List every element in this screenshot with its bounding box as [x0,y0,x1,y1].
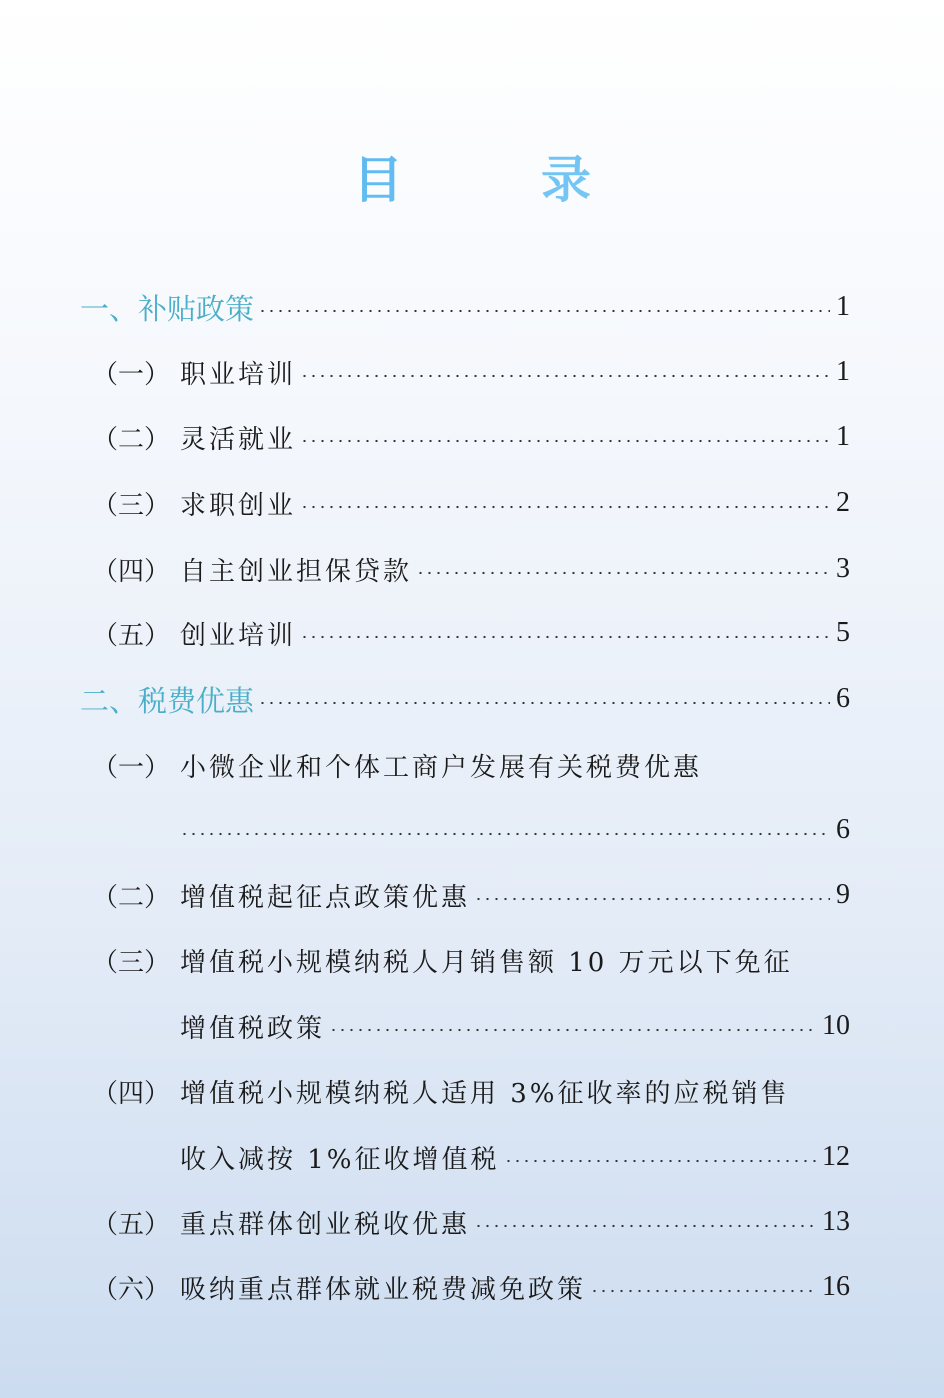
page-title: 目 录 [0,140,944,212]
toc-label: 自主创业担保贷款 [180,556,413,587]
toc-prefix: （五） [92,620,171,651]
toc-prefix: （一） [92,752,171,783]
toc-label: 增值税政策 [180,1013,326,1044]
toc-page: 16 [822,1271,850,1302]
toc-item[interactable] [92,483,850,523]
dot-leader [504,1159,816,1163]
toc-item[interactable] [92,613,850,653]
toc-prefix: （二） [92,424,171,455]
toc-page: 3 [836,553,850,584]
toc-section[interactable] [80,287,850,327]
toc-item[interactable] [92,875,850,915]
toc-label: 求职创业 [180,490,297,521]
toc-label: 重点群体创业税收优惠 [180,1209,471,1240]
toc-page: 1 [836,421,850,452]
toc-page: 2 [836,487,850,518]
dot-leader [300,635,830,639]
toc-item[interactable] [92,745,850,785]
toc-page: 6 [836,814,850,845]
toc-label: 增值税起征点政策优惠 [180,882,471,913]
toc-label: 增值税小规模纳税人月销售额 10 万元以下免征 [180,947,793,978]
toc-label: 收入减按 1%征收增值税 [180,1144,500,1175]
toc-prefix: （二） [92,882,171,913]
toc-prefix: （三） [92,947,171,978]
dot-leader [300,374,830,378]
dot-leader [329,1028,816,1032]
toc-prefix: （五） [92,1209,171,1240]
toc-item-continuation[interactable] [180,1006,850,1046]
toc-label: 创业培训 [180,620,297,651]
toc-label: 一、补贴政策 [80,291,255,326]
toc-item[interactable] [92,352,850,392]
toc-page: 13 [822,1206,850,1237]
toc-page: 6 [836,683,850,714]
dot-leader [258,701,830,705]
toc-prefix: （六） [92,1274,171,1305]
toc-page: 9 [836,879,850,910]
toc-label: 灵活就业 [180,424,297,455]
toc-item-continuation[interactable] [180,1137,850,1177]
toc-label: 二、税费优惠 [80,683,255,718]
dot-leader [416,571,830,575]
toc-item[interactable] [92,549,850,589]
dot-leader [590,1289,816,1293]
toc-page: 12 [822,1141,850,1172]
toc-label: 职业培训 [180,359,297,390]
toc-prefix: （四） [92,1078,171,1109]
toc-label: 吸纳重点群体就业税费减免政策 [180,1274,587,1305]
dot-leader [180,832,830,836]
toc-item-continuation[interactable] [180,810,850,850]
dot-leader [300,439,830,443]
toc-item[interactable] [92,417,850,457]
toc-section[interactable] [80,679,850,719]
toc-page: 1 [836,291,850,322]
dot-leader [300,505,830,509]
toc-label: 小微企业和个体工商户发展有关税费优惠 [180,752,703,783]
toc-item[interactable] [92,1202,850,1242]
toc-page: 5 [836,617,850,648]
dot-leader [474,1224,816,1228]
toc-prefix: （四） [92,556,171,587]
toc-page: 10 [822,1010,850,1041]
toc-label: 增值税小规模纳税人适用 3%征收率的应税销售 [180,1078,790,1109]
dot-leader [474,897,830,901]
toc-prefix: （一） [92,359,171,390]
dot-leader [258,309,830,313]
toc-page: 1 [836,356,850,387]
toc-prefix: （三） [92,490,171,521]
toc-item[interactable] [92,1267,850,1307]
toc-item[interactable] [92,1071,850,1111]
toc-item[interactable] [92,940,850,980]
